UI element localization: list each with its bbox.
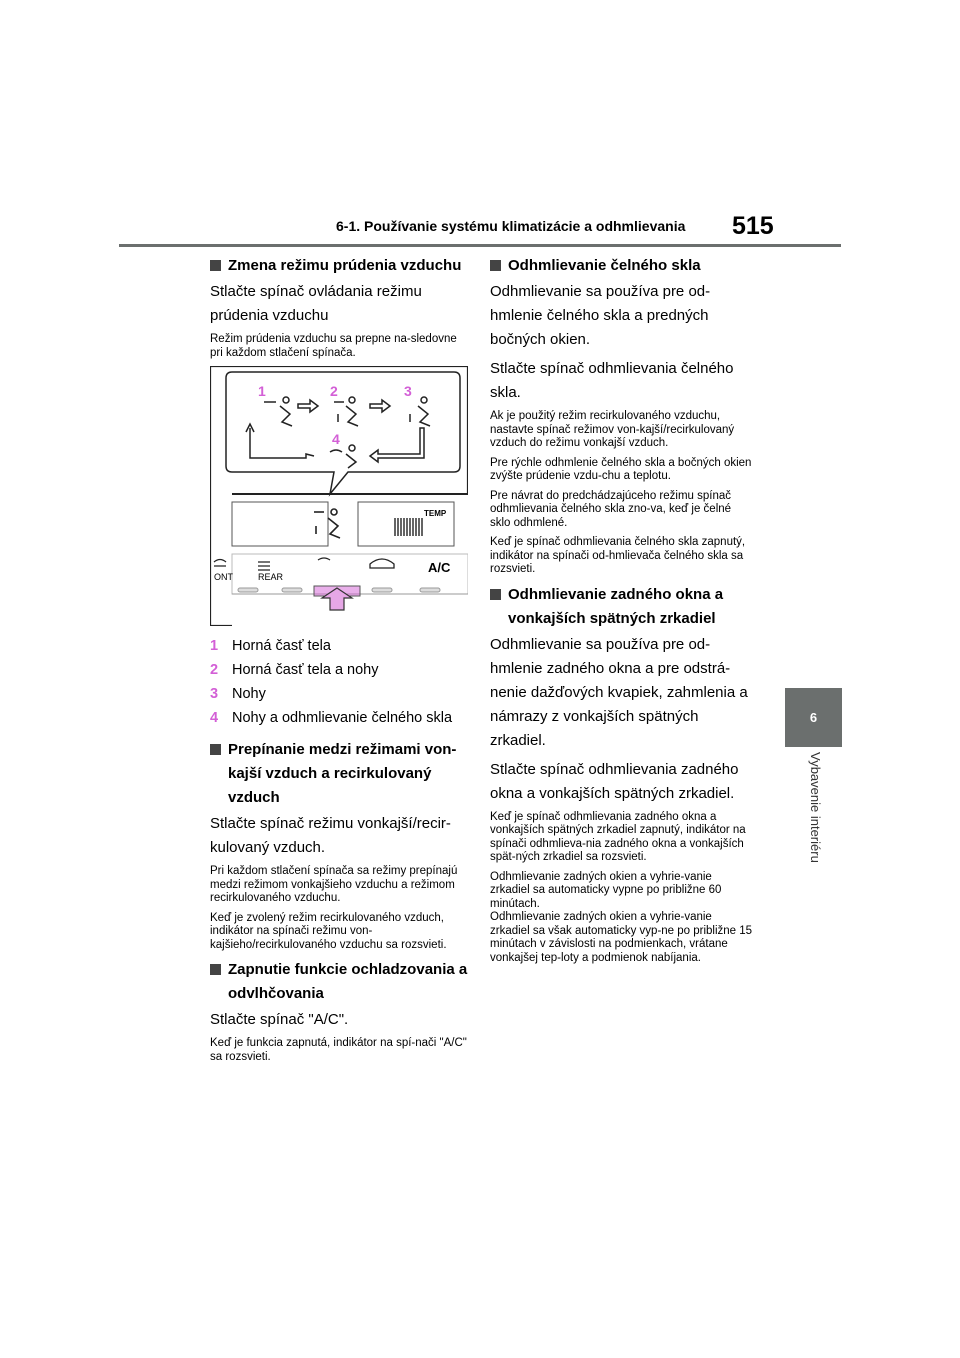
list-item	[210, 706, 468, 730]
chapter-label: Vybavenie interiéru	[808, 752, 823, 863]
item-number: 3	[210, 686, 219, 702]
heading-ac: Zapnutie funkcie ochladzovania a odvlhčovania	[210, 958, 468, 1006]
note: Odhmlievanie zadných okien a vyhrie-vanie zrkadiel sa však automaticky vyp-ne po približne 15 minútach v závislosti na podmienkach, vrátane vonkajšej tep-loty a podmienok nabíjania.	[490, 911, 753, 964]
note: Keď je spínač odhmlievania čelného skla zapnutý, indikátor na spínači od-hmlievača čelného skla sa rozsvieti.	[490, 536, 746, 575]
mode-num-3: 3	[404, 383, 412, 399]
note: Odhmlievanie zadných okien a vyhrie-vanie zrkadiel sa automaticky vypne po približne 60 minútach.	[490, 870, 722, 910]
heading-recirculation: Prepínanie medzi režimami von-kajší vzduch a recirkulovaný vzduch	[210, 738, 468, 810]
paragraph: Stlačte spínač odhmlievania zadného okna a vonkajších spätných zrkadiel.	[490, 760, 739, 802]
item-text: Nohy	[232, 686, 266, 702]
paragraph: Stlačte spínač ovládania režimu prúdenia vzduchu	[210, 283, 422, 324]
heading-windshield-defog: Odhmlievanie čelného skla	[490, 254, 754, 278]
item-text: Horná časť tela a nohy	[232, 662, 379, 678]
chapter-tab[interactable]: 6	[785, 688, 842, 747]
right-column	[490, 254, 754, 971]
note: Režim prúdenia vzduchu sa prepne na-sledovne pri každom stlačení spínača.	[210, 333, 457, 359]
airflow-diagram	[210, 366, 468, 626]
note: Keď je zvolený režim recirkulovaného vzduch, indikátor na spínači režimu von-kajšieho/recirkulovaného vzduchu sa rozsvieti.	[210, 911, 447, 951]
list-item	[210, 682, 468, 706]
paragraph: Stlačte spínač "A/C".	[210, 1011, 349, 1028]
mode-num-4: 4	[332, 431, 340, 447]
item-number: 4	[210, 710, 219, 726]
paragraph: Odhmlievanie sa používa pre od-hmlenie čelného skla a predných bočných okien.	[490, 283, 711, 348]
airflow-mode-figure	[210, 366, 468, 626]
section-title: 6-1. Používanie systému klimatizácie a odhmlievania	[336, 218, 686, 234]
note: Pri každom stlačení spínača sa režimy prepínajú medzi režimom vonkajšieho vzduchu a režimom recirkulovaného vzduchu.	[210, 865, 458, 904]
paragraph: Odhmlievanie sa používa pre od-hmlenie zadného okna a pre odstrá-nenie dažďových kvapiek, zahmlenia a námrazy z vonkajších spätných zrkadiel.	[490, 635, 748, 749]
rear-defrost-label: REAR	[258, 572, 284, 582]
mode-num-2: 2	[330, 383, 338, 399]
page-number: 515	[732, 212, 774, 240]
item-text: Horná časť tela	[232, 638, 331, 654]
front-defrost-label: ONT	[214, 572, 233, 582]
heading-rear-defog: Odhmlievanie zadného okna a vonkajších spätných zrkadiel	[490, 583, 754, 631]
item-number: 2	[210, 662, 219, 678]
list-item	[210, 634, 468, 658]
item-text: Nohy a odhmlievanie čelného skla	[232, 710, 453, 726]
item-number: 1	[210, 638, 219, 654]
paragraph: Stlačte spínač odhmlievania čelného skla.	[490, 360, 734, 401]
temp-label: TEMP	[424, 509, 447, 518]
paragraph: Stlačte spínač režimu vonkajší/recir-kulovaný vzduch.	[210, 815, 451, 856]
left-column	[210, 254, 468, 1070]
list-item	[210, 658, 468, 682]
note: Keď je spínač odhmlievania zadného okna a vonkajších spätných zrkadiel zapnutý, indikátor na spínači odhmlieva-nia zadného okna a vonkajších spät-ných zrkadiel sa rozsvieti.	[490, 810, 746, 863]
ac-label: A/C	[428, 560, 451, 575]
note: Keď je funkcia zapnutá, indikátor na spí-nači "A/C" sa rozsvieti.	[210, 1037, 467, 1063]
header-rule	[119, 244, 841, 247]
note: Pre návrat do predchádzajúceho režimu spínač odhmlievania čelného skla zno-va, keď je čelné sklo odhmlené.	[490, 489, 732, 529]
note: Pre rýchle odhmlenie čelného skla a bočných okien zvýšte prúdenie vzdu-chu a teplotu.	[490, 456, 752, 482]
mode-num-1: 1	[258, 383, 266, 399]
heading-airflow-mode: Zmena režimu prúdenia vzduchu	[210, 254, 468, 278]
note: Ak je použitý režim recirkulovaného vzduchu, nastavte spínač režimov von-kajší/recirkulovaný vzduch do režimu vonkajší vzduch.	[490, 410, 735, 449]
